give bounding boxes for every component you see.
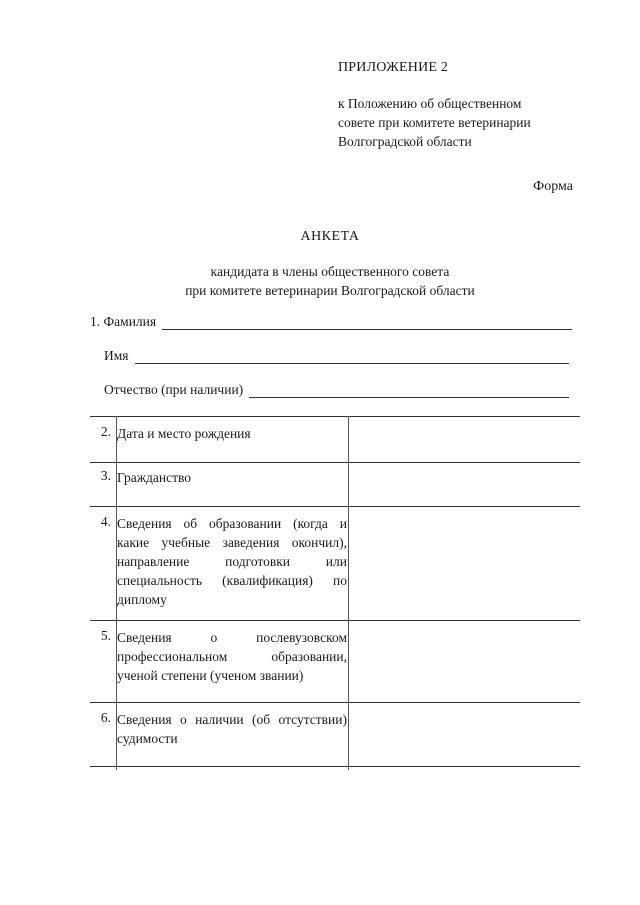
row-number: 4. [100, 514, 111, 529]
table-divider [90, 462, 580, 463]
row-number: 3. [100, 468, 111, 483]
row-number: 2. [100, 424, 111, 439]
appendix-reference-line: к Положению об общественном [338, 96, 522, 111]
document-subtitle [0, 262, 640, 300]
patronymic-label: Отчество (при наличии) [104, 382, 244, 397]
row-label: Сведения о послевузовском профессиональном образовании, ученой степени (ученом звании) [117, 630, 347, 683]
table-divider [90, 620, 580, 621]
table-divider [90, 416, 580, 417]
surname-label: 1. Фамилия [90, 314, 157, 329]
form-label: Форма [533, 179, 573, 194]
table-column-divider [348, 416, 349, 770]
appendix-reference [338, 94, 531, 151]
name-input-line[interactable] [135, 349, 569, 364]
row-label: Сведения о наличии (об отсутствии) судимости [117, 712, 347, 746]
name-field [104, 348, 569, 364]
appendix-title: ПРИЛОЖЕНИЕ 2 [338, 60, 449, 75]
row-number: 5. [100, 628, 111, 643]
row-label: Дата и место рождения [117, 426, 251, 441]
row-label: Гражданство [117, 470, 192, 485]
subtitle-line: кандидата в члены общественного совета [210, 264, 450, 279]
appendix-reference-line: Волгоградской области [338, 134, 472, 149]
table-divider [90, 506, 580, 507]
table-divider [90, 702, 580, 703]
row-label: Сведения об образовании (когда и какие учебные заведения окончил), направление подготовки или специальность (квалификация) по диплому [117, 516, 347, 607]
table-divider [90, 766, 580, 767]
patronymic-input-line[interactable] [249, 383, 569, 398]
subtitle-line: при комитете ветеринарии Волгоградской области [185, 283, 475, 298]
surname-input-line[interactable] [162, 315, 572, 330]
surname-field [90, 314, 572, 330]
patronymic-field [104, 382, 569, 398]
row-number: 6. [100, 710, 111, 725]
appendix-reference-line: совете при комитете ветеринарии [338, 115, 531, 130]
document-title: АНКЕТА [300, 229, 360, 244]
name-label: Имя [104, 348, 129, 363]
